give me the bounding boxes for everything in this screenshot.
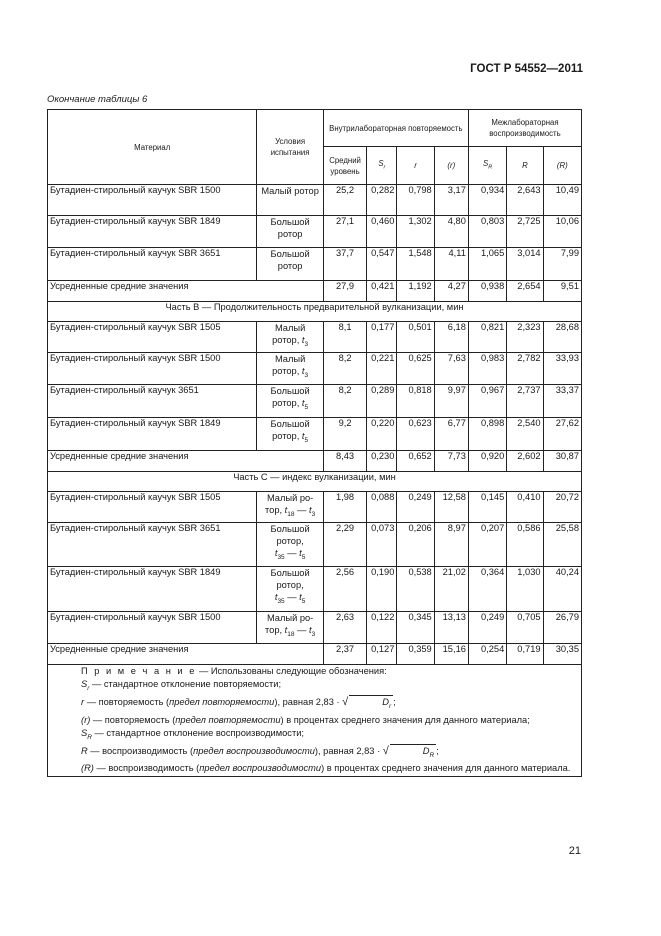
section-b-title: Часть В — Продолжительность предварительной вулканизации, мин <box>48 302 582 322</box>
col-sr: $S_r$ <box>367 147 397 185</box>
col-mean-level: Средний уровень <box>323 147 367 185</box>
table-row: Бутадиен-стирольный каучук SBR 3651 Большой ротор 37,7 0,547 1,548 4,11 1,065 3,014 7,99 <box>48 248 582 281</box>
table-row: Бутадиен-стирольный каучук SBR 1849 Большой ротор 27,1 0,460 1,302 4,80 0,803 2,725 10,06 <box>48 216 582 248</box>
col-R: R <box>507 147 543 185</box>
section-row <box>48 472 582 492</box>
table-row: Бутадиен-стирольный каучук SBR 1849 Большой ротор, $t_5$ 9,2 0,220 0,623 6,77 0,898 2,540 27,62 <box>48 418 582 451</box>
col-r: r <box>397 147 434 185</box>
table-avg-row: Усредненные средние значения 8,43 0,230 0,652 7,73 0,920 2,602 30,87 <box>48 451 582 472</box>
table-row: Бутадиен-стирольный каучук 3651 Большой ротор, $t_5$ 8,2 0,289 0,818 9,97 0,967 2,737 33,37 <box>48 385 582 418</box>
section-row <box>48 302 582 322</box>
col-within-lab: Внутрилабораторная повторяемость <box>323 110 468 147</box>
col-between-lab: Межлабораторная воспроизводимость <box>468 110 581 147</box>
document-code: ГОСТ Р 54552—2011 <box>470 63 583 75</box>
table-caption: Окончание таблицы 6 <box>47 94 148 105</box>
notes-row <box>48 665 582 777</box>
table-row: Бутадиен-стирольный каучук SBR 1500 Малый ро- тор, $t_{18}$ — $t_3$ 2,63 0,122 0,345 13,13 0,249 0,705 26,79 <box>48 612 582 644</box>
table-row: Бутадиен-стирольный каучук SBR 1500 Малый ротор, $t_3$ 8,2 0,221 0,625 7,63 0,983 2,782 33,93 <box>48 353 582 385</box>
col-r-pct: (r) <box>434 147 468 185</box>
col-sR: $S_R$ <box>468 147 506 185</box>
table-row: Бутадиен-стирольный каучук SBR 3651 Большой ротор, $t_{35}$ — $t_5$ 2,29 0,073 0,206 8,97 0,207 0,586 25,58 <box>48 523 582 567</box>
table-avg-row: Усредненные средние значения 2,37 0,127 0,359 15,16 0,254 0,719 30,35 <box>48 644 582 665</box>
table-row: Бутадиен-стирольный каучук SBR 1500 Малый ротор 25,2 0,282 0,798 3,17 0,934 2,643 10,49 <box>48 185 582 216</box>
col-R-pct: (R) <box>543 147 581 185</box>
table-row: Бутадиен-стирольный каучук SBR 1505 Малый ротор, $t_3$ 8,1 0,177 0,501 6,18 0,821 2,323 28,68 <box>48 322 582 353</box>
col-material: Материал <box>48 110 257 185</box>
table-avg-row: Усредненные средние значения 27,9 0,421 1,192 4,27 0,938 2,654 9,51 <box>48 281 582 302</box>
precision-table <box>47 109 582 777</box>
table-row: Бутадиен-стирольный каучук SBR 1505 Малый ро- тор, $t_{18}$ — $t_3$ 1,98 0,088 0,249 12,58 0,145 0,410 20,72 <box>48 492 582 523</box>
table-notes: П р и м е ч а н и е — Использованы следующие обозначения: $S_r$ — стандартное отклонение повторяемости; r — повторяемость (предел повторяемости), равная 2,83 · √ $D_r$ ; (r) — повторяемость (предел повторяемости) в процентах среднего значения для данного материала; $S_R$ — стандартное отклонение воспроизводимости; R — воспроизводимость (предел воспроизводимости), равная 2,83 · √ $D_R$ ; (R) — воспроизводимость (предел воспроизводимости) в процентах среднего значения для данного материала. <box>48 665 582 777</box>
table-row: Бутадиен-стирольный каучук SBR 1849 Большой ротор, $t_{35}$ — $t_5$ 2,56 0,190 0,538 21,02 0,364 1,030 40,24 <box>48 567 582 612</box>
section-c-title: Часть С — индекс вулканизации, мин <box>48 472 582 492</box>
col-conditions: Условия испытания <box>257 110 323 185</box>
page-number: 21 <box>568 845 581 857</box>
